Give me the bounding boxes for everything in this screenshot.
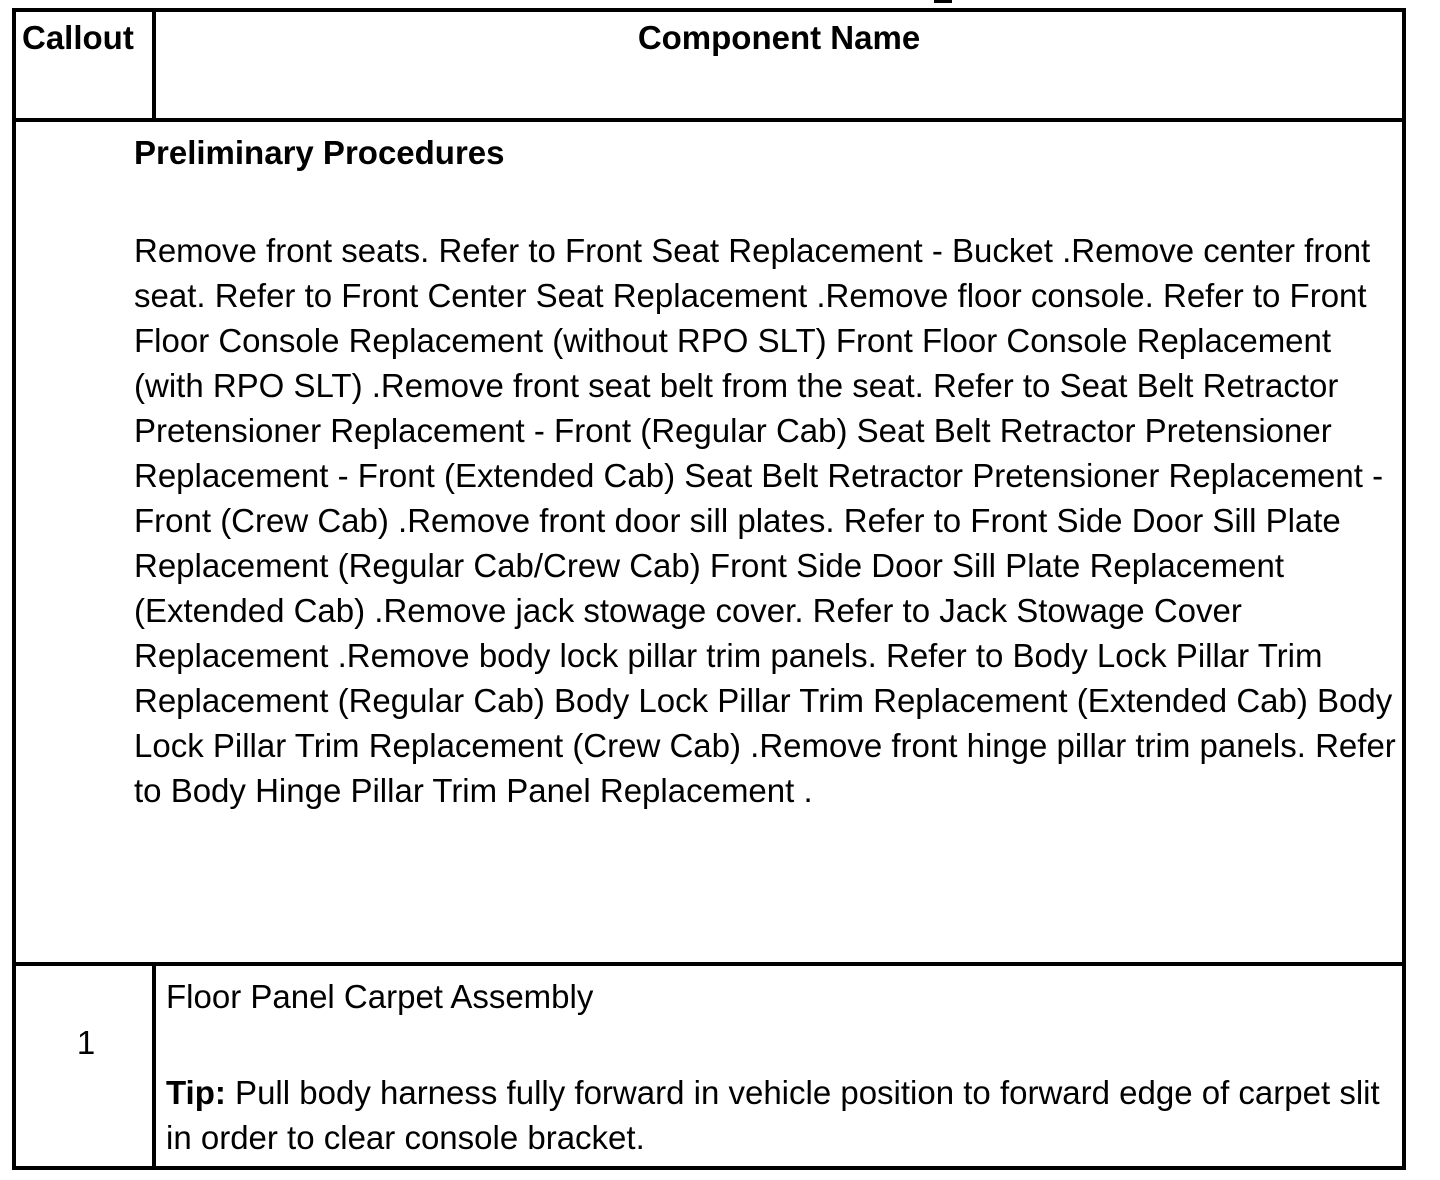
tip-label: Tip:: [166, 1074, 226, 1111]
preliminary-procedures-title: Preliminary Procedures: [134, 134, 505, 171]
table-row-tip: [166, 1070, 1396, 1160]
table-row-component-name: Floor Panel Carpet Assembly: [166, 978, 594, 1015]
callout-header: Callout: [22, 19, 134, 56]
component-name-header: Component Name: [637, 19, 921, 56]
top-edge-mark: [934, 0, 952, 3]
row-column-divider: [152, 964, 156, 1166]
tip-text: Pull body harness fully forward in vehicle position to forward edge of carpet slit in order to clear console bracket.: [166, 1074, 1380, 1156]
procedure-table: [12, 8, 1406, 1170]
table-row-callout: 1: [76, 1024, 96, 1061]
preliminary-procedures-body: Remove front seats. Refer to Front Seat Replacement - Bucket .Remove center front seat. Refer to Front Center Seat Replacement .Remove floor console. Refer to Front Floor Console Replacement (without RPO SLT) Front Floor Console Replacement (with RPO SLT) .Remove front seat belt from the seat. Refer to Seat Belt Retractor Pretensioner Replacement - Front (Regular Cab) Seat Belt Retractor Pretensioner Replacement - Front (Extended Cab) Seat Belt Retractor Pretensioner Replacement - Front (Crew Cab) .Remove front door sill plates. Refer to Front Side Door Sill Plate Replacement (Regular Cab/Crew Cab) Front Side Door Sill Plate Replacement (Extended Cab) .Remove jack stowage cover. Refer to Jack Stowage Cover Replacement .Remove body lock pillar trim panels. Refer to Body Lock Pillar Trim Replacement (Regular Cab) Body Lock Pillar Trim Replacement (Extended Cab) Body Lock Pillar Trim Replacement (Crew Cab) .Remove front hinge pillar trim panels. Refer to Body Hinge Pillar Trim Panel Replacement .: [134, 232, 1396, 809]
header-divider: [16, 118, 1402, 122]
header-column-divider: [152, 12, 156, 120]
preliminary-divider: [16, 962, 1402, 966]
